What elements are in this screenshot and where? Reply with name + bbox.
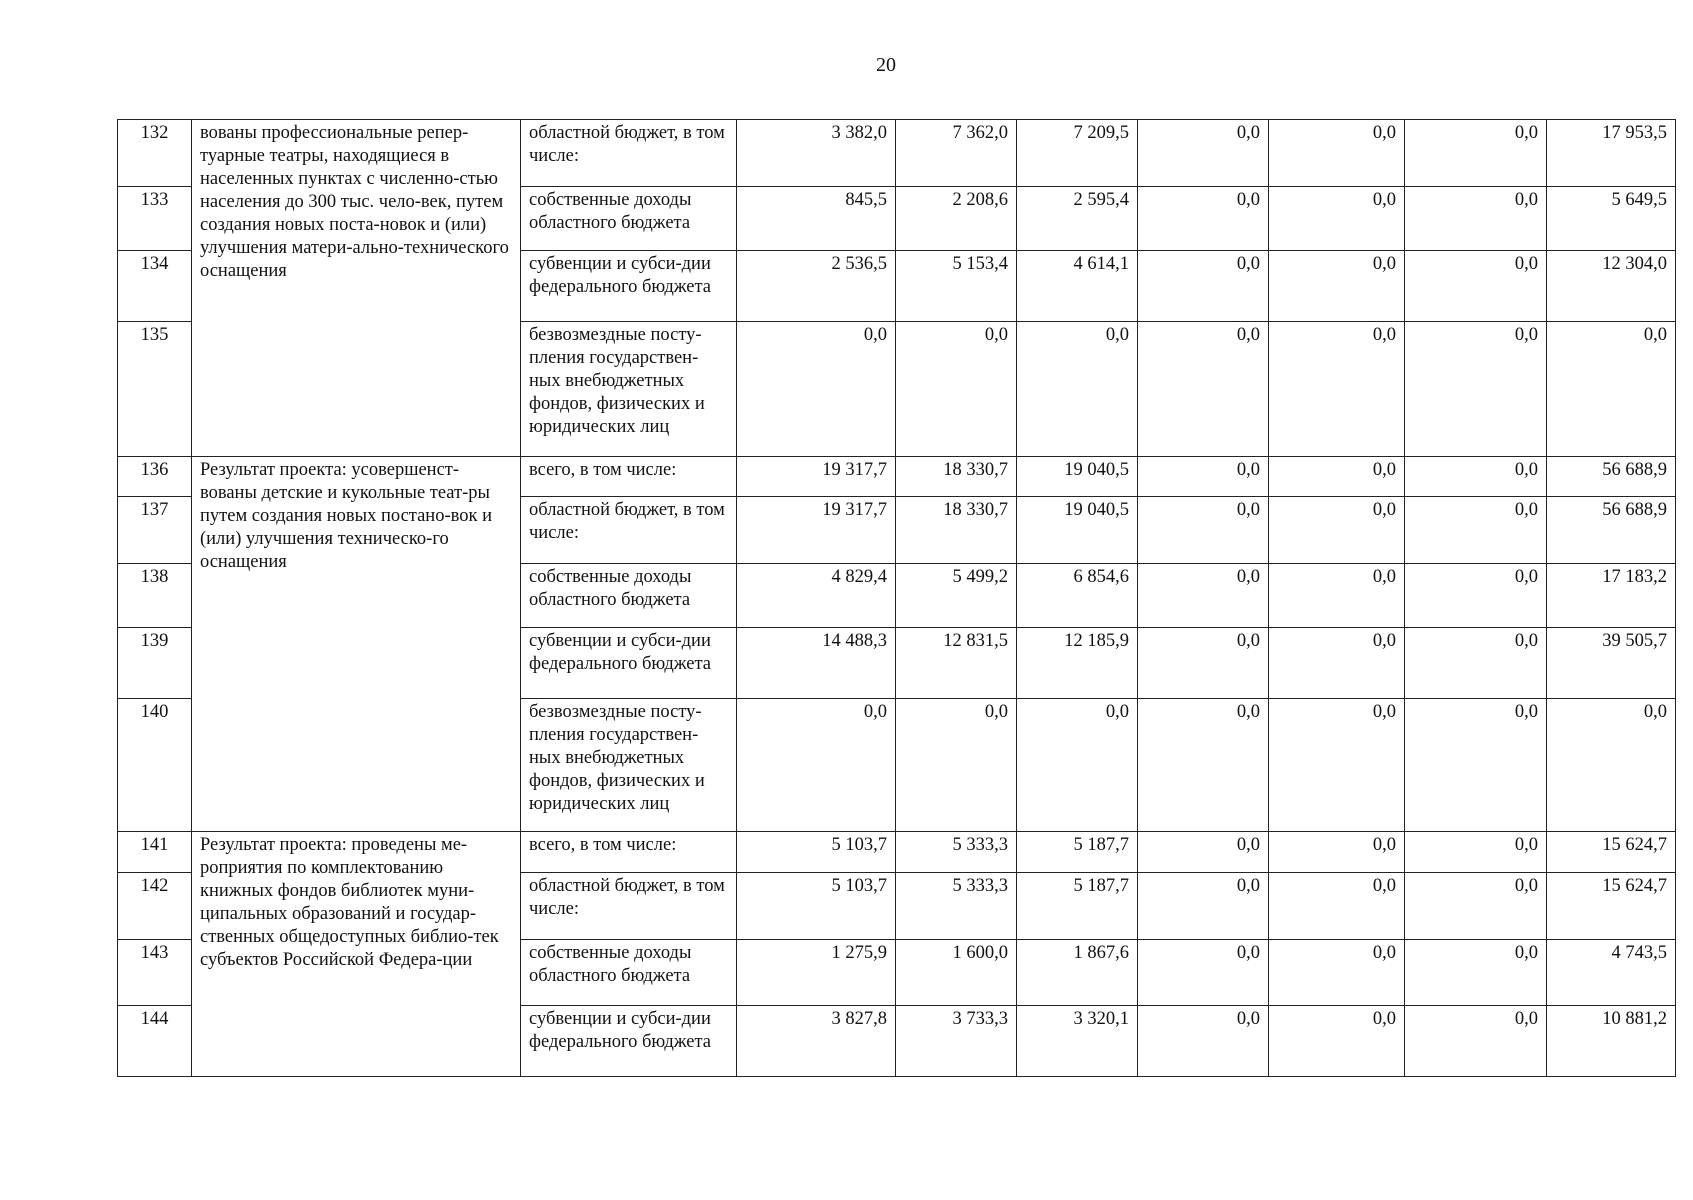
- value-cell: 0,0: [1405, 322, 1547, 457]
- value-cell: 1 600,0: [896, 940, 1017, 1006]
- value-cell: 0,0: [1405, 564, 1547, 628]
- total-cell: 56 688,9: [1547, 457, 1676, 497]
- value-cell: 0,0: [1269, 497, 1405, 564]
- total-cell: 56 688,9: [1547, 497, 1676, 564]
- value-cell: 845,5: [737, 187, 896, 251]
- value-cell: 19 040,5: [1017, 497, 1138, 564]
- total-cell: 10 881,2: [1547, 1006, 1676, 1077]
- value-cell: 0,0: [1405, 497, 1547, 564]
- result-description: Результат проекта: усовершенст-вованы детские и кукольные теат-ры путем создания новых постано-вок и (или) улучшения техническо-го оснащения: [192, 457, 521, 832]
- value-cell: 0,0: [1269, 322, 1405, 457]
- total-cell: 15 624,7: [1547, 873, 1676, 940]
- value-cell: 3 733,3: [896, 1006, 1017, 1077]
- value-cell: 0,0: [1269, 628, 1405, 699]
- value-cell: 0,0: [1405, 457, 1547, 497]
- value-cell: 0,0: [1269, 1006, 1405, 1077]
- value-cell: 3 382,0: [737, 120, 896, 187]
- total-cell: 17 953,5: [1547, 120, 1676, 187]
- value-cell: 4 614,1: [1017, 251, 1138, 322]
- value-cell: 0,0: [1138, 628, 1269, 699]
- value-cell: 0,0: [1405, 187, 1547, 251]
- value-cell: 7 209,5: [1017, 120, 1138, 187]
- row-number: 140: [118, 699, 192, 832]
- row-number: 138: [118, 564, 192, 628]
- value-cell: 0,0: [1269, 873, 1405, 940]
- total-cell: 39 505,7: [1547, 628, 1676, 699]
- value-cell: 5 499,2: [896, 564, 1017, 628]
- funding-source: субвенции и субси-дии федерального бюджета: [521, 628, 737, 699]
- value-cell: 0,0: [1138, 187, 1269, 251]
- funding-source: собственные доходы областного бюджета: [521, 940, 737, 1006]
- funding-source: областной бюджет, в том числе:: [521, 873, 737, 940]
- value-cell: 0,0: [1138, 120, 1269, 187]
- funding-source: областной бюджет, в том числе:: [521, 497, 737, 564]
- total-cell: 17 183,2: [1547, 564, 1676, 628]
- row-number: 144: [118, 1006, 192, 1077]
- row-number: 135: [118, 322, 192, 457]
- value-cell: 18 330,7: [896, 497, 1017, 564]
- funding-source: субвенции и субси-дии федерального бюджета: [521, 251, 737, 322]
- value-cell: 5 333,3: [896, 873, 1017, 940]
- row-number: 141: [118, 832, 192, 873]
- value-cell: 0,0: [1138, 322, 1269, 457]
- value-cell: 1 275,9: [737, 940, 896, 1006]
- total-cell: 15 624,7: [1547, 832, 1676, 873]
- value-cell: 14 488,3: [737, 628, 896, 699]
- row-number: 142: [118, 873, 192, 940]
- value-cell: 18 330,7: [896, 457, 1017, 497]
- value-cell: 4 829,4: [737, 564, 896, 628]
- value-cell: 5 153,4: [896, 251, 1017, 322]
- value-cell: 0,0: [1138, 564, 1269, 628]
- value-cell: 0,0: [737, 322, 896, 457]
- value-cell: 0,0: [1269, 457, 1405, 497]
- value-cell: 0,0: [1138, 457, 1269, 497]
- value-cell: 6 854,6: [1017, 564, 1138, 628]
- value-cell: 12 185,9: [1017, 628, 1138, 699]
- total-cell: 5 649,5: [1547, 187, 1676, 251]
- value-cell: 0,0: [1138, 873, 1269, 940]
- value-cell: 0,0: [1138, 1006, 1269, 1077]
- value-cell: 0,0: [1405, 699, 1547, 832]
- value-cell: 5 103,7: [737, 832, 896, 873]
- funding-source: собственные доходы областного бюджета: [521, 564, 737, 628]
- funding-source: безвозмездные посту-пления государствен-ных внебюджетных фондов, физических и юридических лиц: [521, 699, 737, 832]
- result-description: Результат проекта: проведены ме-роприятия по комплектованию книжных фондов библиотек муни-ципальных образований и государ-ственных общедоступных библио-тек субъектов Российской Федера-ции: [192, 832, 521, 1077]
- funding-source: всего, в том числе:: [521, 457, 737, 497]
- funding-source: собственные доходы областного бюджета: [521, 187, 737, 251]
- row-number: 143: [118, 940, 192, 1006]
- funding-source: субвенции и субси-дии федерального бюджета: [521, 1006, 737, 1077]
- budget-table: [117, 119, 1676, 1077]
- value-cell: 0,0: [1405, 251, 1547, 322]
- row-number: 139: [118, 628, 192, 699]
- value-cell: 0,0: [1269, 832, 1405, 873]
- value-cell: 0,0: [1269, 187, 1405, 251]
- row-number: 136: [118, 457, 192, 497]
- value-cell: 5 103,7: [737, 873, 896, 940]
- value-cell: 0,0: [1138, 940, 1269, 1006]
- row-number: 133: [118, 187, 192, 251]
- funding-source: всего, в том числе:: [521, 832, 737, 873]
- value-cell: 0,0: [737, 699, 896, 832]
- total-cell: 0,0: [1547, 322, 1676, 457]
- total-cell: 12 304,0: [1547, 251, 1676, 322]
- value-cell: 0,0: [1405, 940, 1547, 1006]
- value-cell: 0,0: [1269, 699, 1405, 832]
- value-cell: 0,0: [1269, 251, 1405, 322]
- result-description: вованы профессиональные репер-туарные театры, находящиеся в населенных пунктах с численно-стью населения до 300 тыс. чело-век, путем создания новых поста-новок и (или) улучшения матери-ально-технического оснащения: [192, 120, 521, 457]
- table-row: [118, 457, 1676, 497]
- value-cell: 1 867,6: [1017, 940, 1138, 1006]
- value-cell: 12 831,5: [896, 628, 1017, 699]
- value-cell: 0,0: [1138, 251, 1269, 322]
- value-cell: 0,0: [1138, 832, 1269, 873]
- value-cell: 0,0: [1269, 564, 1405, 628]
- value-cell: 2 208,6: [896, 187, 1017, 251]
- value-cell: 3 827,8: [737, 1006, 896, 1077]
- value-cell: 0,0: [1269, 120, 1405, 187]
- value-cell: 19 317,7: [737, 497, 896, 564]
- value-cell: 2 595,4: [1017, 187, 1138, 251]
- value-cell: 19 317,7: [737, 457, 896, 497]
- value-cell: 3 320,1: [1017, 1006, 1138, 1077]
- value-cell: 0,0: [1138, 699, 1269, 832]
- value-cell: 0,0: [1017, 699, 1138, 832]
- page-number: 20: [876, 54, 896, 76]
- table-row: [118, 120, 1676, 187]
- total-cell: 0,0: [1547, 699, 1676, 832]
- row-number: 137: [118, 497, 192, 564]
- value-cell: 5 187,7: [1017, 873, 1138, 940]
- value-cell: 0,0: [1269, 940, 1405, 1006]
- table-row: [118, 832, 1676, 873]
- value-cell: 2 536,5: [737, 251, 896, 322]
- value-cell: 0,0: [896, 699, 1017, 832]
- funding-source: безвозмездные посту-пления государствен-ных внебюджетных фондов, физических и юридических лиц: [521, 322, 737, 457]
- value-cell: 0,0: [1138, 497, 1269, 564]
- value-cell: 0,0: [1405, 628, 1547, 699]
- value-cell: 0,0: [1405, 120, 1547, 187]
- value-cell: 0,0: [1405, 832, 1547, 873]
- value-cell: 5 187,7: [1017, 832, 1138, 873]
- funding-source: областной бюджет, в том числе:: [521, 120, 737, 187]
- value-cell: 0,0: [1405, 873, 1547, 940]
- row-number: 132: [118, 120, 192, 187]
- row-number: 134: [118, 251, 192, 322]
- value-cell: 5 333,3: [896, 832, 1017, 873]
- value-cell: 19 040,5: [1017, 457, 1138, 497]
- value-cell: 0,0: [1017, 322, 1138, 457]
- value-cell: 0,0: [896, 322, 1017, 457]
- value-cell: 7 362,0: [896, 120, 1017, 187]
- value-cell: 0,0: [1405, 1006, 1547, 1077]
- total-cell: 4 743,5: [1547, 940, 1676, 1006]
